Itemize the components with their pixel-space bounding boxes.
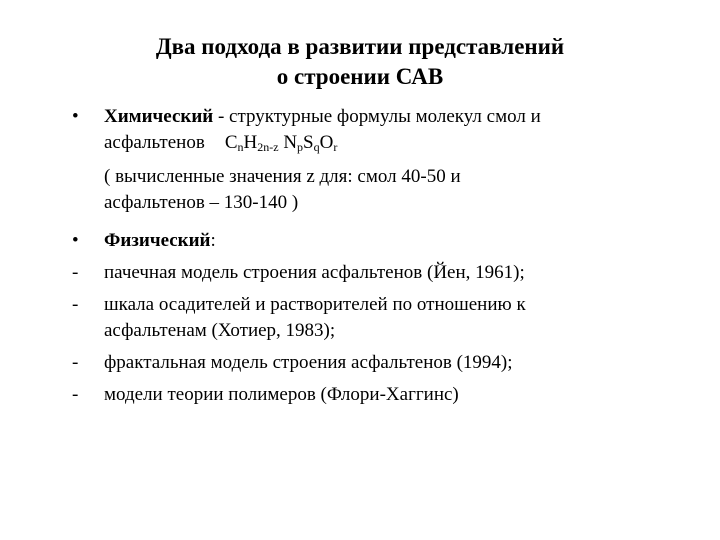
chemical-line-1 [104, 104, 672, 130]
molecular-formula: $C_nH_{2n-z}$ $N_pS_qO_r$ [224, 132, 338, 154]
chemical-desc-cont: асфальтенов [104, 132, 205, 153]
dash-marker: - [72, 262, 79, 283]
slide-title [0, 32, 720, 92]
physical-line: Физический: [104, 230, 216, 251]
list-item-text: модели теории полимеров (Флори-Хаггинс) [104, 384, 459, 405]
dash-marker: - [72, 384, 79, 405]
list-item [72, 292, 672, 344]
physical-name: Физический [104, 230, 211, 251]
bullet-marker: • [72, 230, 79, 251]
list-item-text-cont: асфальтенам (Хотиер, 1983); [104, 320, 336, 341]
dash-marker: - [72, 352, 79, 373]
chemical-line-2 [104, 130, 672, 156]
chemical-desc: - структурные формулы молекул смол и [213, 106, 541, 127]
bullet-physical [72, 228, 672, 254]
list-item-text: фрактальная модель строения асфальтенов (1994); [104, 352, 513, 373]
list-item-text: пачечная модель строения асфальтенов (Йен, 1961); [104, 262, 525, 283]
bullet-marker: • [72, 106, 79, 127]
list-item [72, 260, 672, 286]
dash-marker: - [72, 294, 79, 315]
list-item [72, 382, 672, 408]
chemical-name: Химический [104, 106, 214, 127]
title-line-2: о строении САВ [276, 64, 444, 89]
chemical-note-2: асфальтенов – 130-140 ) [104, 192, 299, 213]
title-line-1: Два подхода в развитии представлений [155, 34, 565, 59]
chemical-note-1: ( вычисленные значения z для: смол 40-50 и [104, 166, 461, 187]
list-item-text: шкала осадителей и растворителей по отношению к [104, 294, 526, 315]
list-item [72, 350, 672, 376]
bullet-chemical [72, 104, 672, 216]
